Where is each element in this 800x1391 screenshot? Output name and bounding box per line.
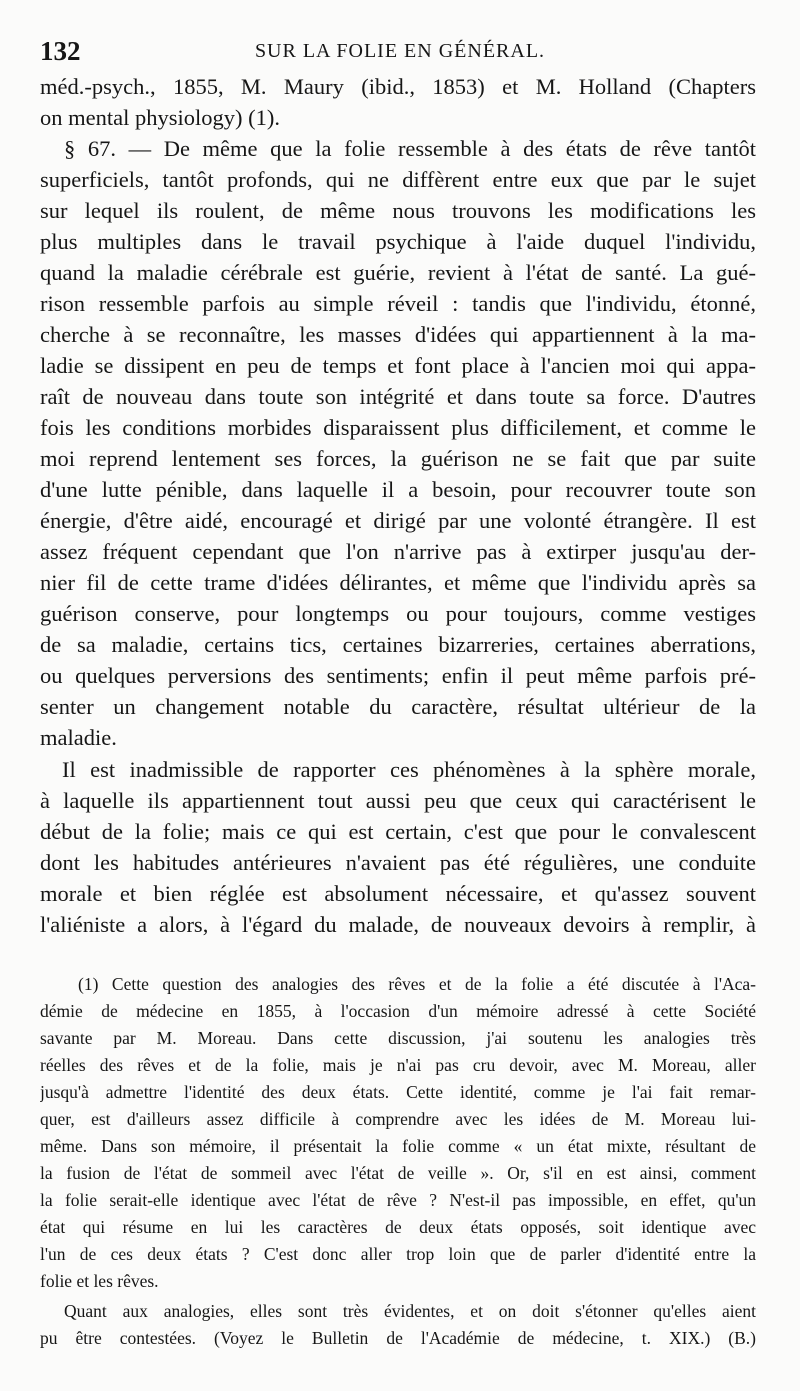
text-line: méd.-psych., 1855, M. Maury (ibid., 1853) et M. Holland (Chapters [40, 74, 756, 99]
footnote-line: (1) Cette question des analogies des rêves et de la folie a été discutée à l'Aca- [78, 974, 756, 994]
page-header [40, 36, 760, 66]
footnote-line: quer, est d'ailleurs assez difficile à comprendre avec les idées de M. Moreau lui- [40, 1109, 756, 1129]
footnote-line: savante par M. Moreau. Dans cette discussion, j'ai soutenu les analogies très [40, 1028, 756, 1048]
footnote-line: réelles des rêves et de la folie, mais je n'ai pas cru devoir, avec M. Moreau, aller [40, 1055, 756, 1075]
text-line: maladie. [40, 725, 117, 750]
footnote-line: la fusion de l'état de sommeil avec l'état de veille ». Or, s'il en est ainsi, comment [40, 1163, 756, 1183]
text-line: moi reprend lentement ses forces, la guérison ne se fait que par suite [40, 446, 756, 471]
text-line: on mental physiology) (1). [40, 105, 280, 130]
text-line: fois les conditions morbides disparaissent plus difficilement, et comme le [40, 415, 756, 440]
footnote-line: folie et les rêves. [40, 1271, 159, 1291]
footnote-line: démie de médecine en 1855, à l'occasion d'un mémoire adressé à cette Société [40, 1001, 756, 1021]
text-line: cherche à se reconnaître, les masses d'idées qui appartiennent à la ma- [40, 322, 756, 347]
footnote-line: l'un de ces deux états ? C'est donc aller trop loin que de parler d'identité entre la [40, 1244, 756, 1264]
text-line: dont les habitudes antérieures n'avaient pas été régulières, une conduite [40, 850, 756, 875]
text-line: nier fil de cette trame d'idées délirantes, et même que l'individu après sa [40, 570, 756, 595]
text-line: morale et bien réglée est absolument nécessaire, et qu'assez souvent [40, 881, 756, 906]
text-line: énergie, d'être aidé, encouragé et dirigé par une volonté étrangère. Il est [40, 508, 756, 533]
footnote-line: pu être contestées. (Voyez le Bulletin de l'Académie de médecine, t. XIX.) (B.) [40, 1328, 756, 1348]
text-line: ou quelques perversions des sentiments; enfin il peut même parfois pré- [40, 663, 756, 688]
footnote-line: même. Dans son mémoire, il présentait la folie comme « un état mixte, résultant de [40, 1136, 756, 1156]
text-line: senter un changement notable du caractère, résultat ultérieur de la [40, 694, 756, 719]
text-line: Il est inadmissible de rapporter ces phénomènes à la sphère morale, [62, 757, 756, 782]
running-head: SUR LA FOLIE EN GÉNÉRAL. [254, 40, 546, 62]
text-line: l'aliéniste a alors, à l'égard du malade, de nouveaux devoirs à remplir, à [40, 912, 756, 937]
text-line: de sa maladie, certains tics, certaines bizarreries, certaines aberrations, [40, 632, 756, 657]
footnote-line: jusqu'à admettre l'identité des deux états. Cette identité, comme je l'ai fait remar- [40, 1082, 756, 1102]
text-line: d'une lutte pénible, dans laquelle il a besoin, pour recouvrer toute son [40, 477, 756, 502]
footnote-line: la folie serait-elle identique avec l'état de rêve ? N'est-il pas impossible, en effet, qu'un [40, 1190, 756, 1210]
text-line: guérison conserve, pour longtemps ou pour toujours, comme vestiges [40, 601, 756, 626]
text-line: assez fréquent cependant que l'on n'arrive pas à extirper jusqu'au der- [40, 539, 756, 564]
footnote-line: état qui résume en lui les caractères de deux états opposés, soit identique avec [40, 1217, 756, 1237]
text-line: superficiels, tantôt profonds, qui ne diffèrent entre eux que par le sujet [40, 167, 756, 192]
text-line: sur lequel ils roulent, de même nous trouvons les modifications les [40, 198, 756, 223]
text-line: rison ressemble parfois au simple réveil : tandis que l'individu, étonné, [40, 291, 756, 316]
text-line: quand la maladie cérébrale est guérie, revient à l'état de santé. La gué- [40, 260, 756, 285]
footnote-line: Quant aux analogies, elles sont très évidentes, et on doit s'étonner qu'elles aient [64, 1301, 756, 1321]
text-line: plus multiples dans le travail psychique à l'aide duquel l'individu, [40, 229, 756, 254]
page-number: 132 [40, 36, 81, 66]
section-67-heading-line: § 67. — De même que la folie ressemble à des états de rêve tantôt [64, 136, 756, 161]
text-line: raît de nouveau dans toute son intégrité et dans toute sa force. D'autres [40, 384, 756, 409]
text-line: ladie se dissipent en peu de temps et font place à l'ancien moi qui appa- [40, 353, 756, 378]
text-line: début de la folie; mais ce qui est certain, c'est que pour le convalescent [40, 819, 756, 844]
text-line: à laquelle ils appartiennent tout aussi peu que ceux qui caractérisent le [40, 788, 756, 813]
